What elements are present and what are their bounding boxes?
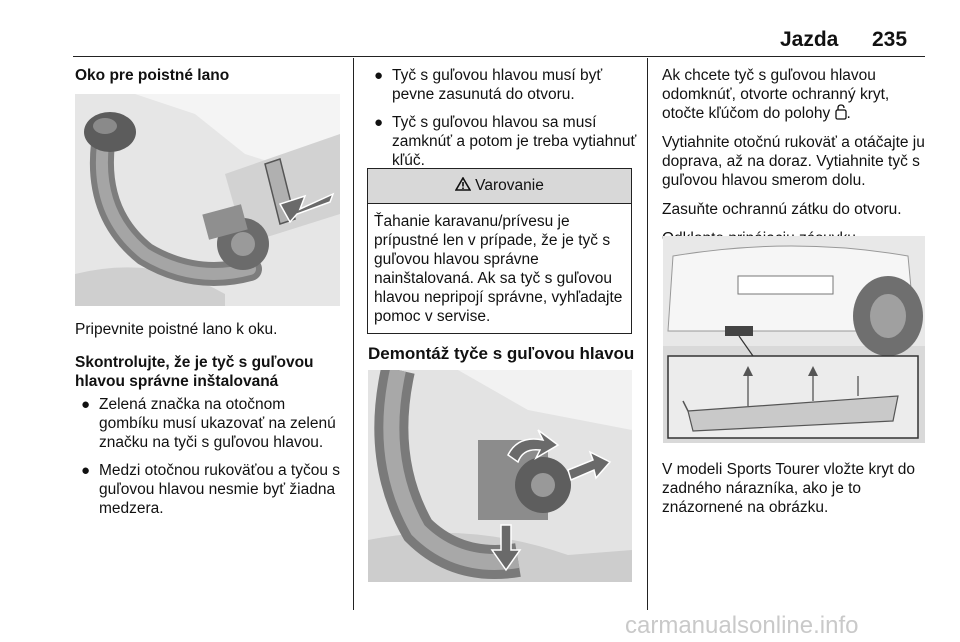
paragraph-unlock: Ak chcete tyč s guľovou hlavou odomknúť, otvorte ochranný kryt, otočte kľúčom do polohy . — [662, 67, 890, 122]
list-item: ● Tyč s guľovou hlavou sa musí zamknúť a potom je treba vytiahnuť kľúč. — [374, 114, 637, 169]
removal-illustration — [368, 370, 632, 582]
watermark: carmanualsonline.info — [625, 612, 859, 639]
header-rule — [73, 56, 925, 57]
key-position-icon — [835, 105, 847, 122]
check-list — [75, 395, 347, 518]
list-item: ● Medzi otočnou rukoväťou a tyčou s guľovou hlavou nesmie byť žiadna medzera. — [81, 462, 341, 517]
column-1 — [75, 66, 345, 85]
column-1-text — [75, 320, 347, 527]
removal-heading: Demontáž tyče s guľovou hlavou — [368, 344, 635, 363]
column-2-list — [368, 66, 638, 179]
list-item: ● Tyč s guľovou hlavou musí byť pevne zasunutá do otvoru. — [374, 67, 603, 103]
warning-header — [368, 169, 631, 204]
column-separator-2 — [647, 58, 648, 610]
check-subheading: Skontrolujte, že je tyč s guľovou hlavou správne inštalovaná — [75, 354, 314, 390]
warning-box — [367, 168, 632, 334]
bumper-cover-illustration — [663, 236, 925, 443]
section-heading: Oko pre poistné lano — [75, 67, 230, 84]
column-3-bottom — [662, 460, 928, 527]
paragraph-sports-tourer: V modeli Sports Tourer vložte kryt do zadného nárazníka, ako je to znázornené na obrázku. — [662, 461, 915, 516]
warning-text: Ťahanie karavanu/prívesu je prípustné len v prípade, že je tyč s guľovou hlavou správne nainštalovaná. Ak sa tyč s guľovou hlavou nepripojí správne, vyhľadajte pomoc v servise. — [374, 213, 623, 325]
page-number: 235 — [872, 28, 908, 51]
paragraph-insert-plug: Zasuňte ochrannú zátku do otvoru. — [662, 201, 902, 218]
warning-title: Varovanie — [475, 177, 544, 194]
list-item: ● Zelená značka na otočnom gombíku musí ukazovať na zelenú značku na tyči s guľovou hlavou. — [81, 396, 336, 451]
tow-eye-illustration — [75, 94, 340, 306]
warning-triangle-icon — [455, 177, 471, 196]
column-separator-1 — [353, 58, 354, 610]
paragraph-pull-handle: Vytiahnite otočnú rukoväť a otáčajte ju doprava, až na doraz. Vytiahnite tyč s guľovou hlavou smerom dolu. — [662, 134, 925, 189]
caption-attach-cable: Pripevnite poistné lano k oku. — [75, 321, 278, 338]
page-header-title: Jazda — [780, 28, 839, 51]
column-3-text — [662, 66, 928, 258]
